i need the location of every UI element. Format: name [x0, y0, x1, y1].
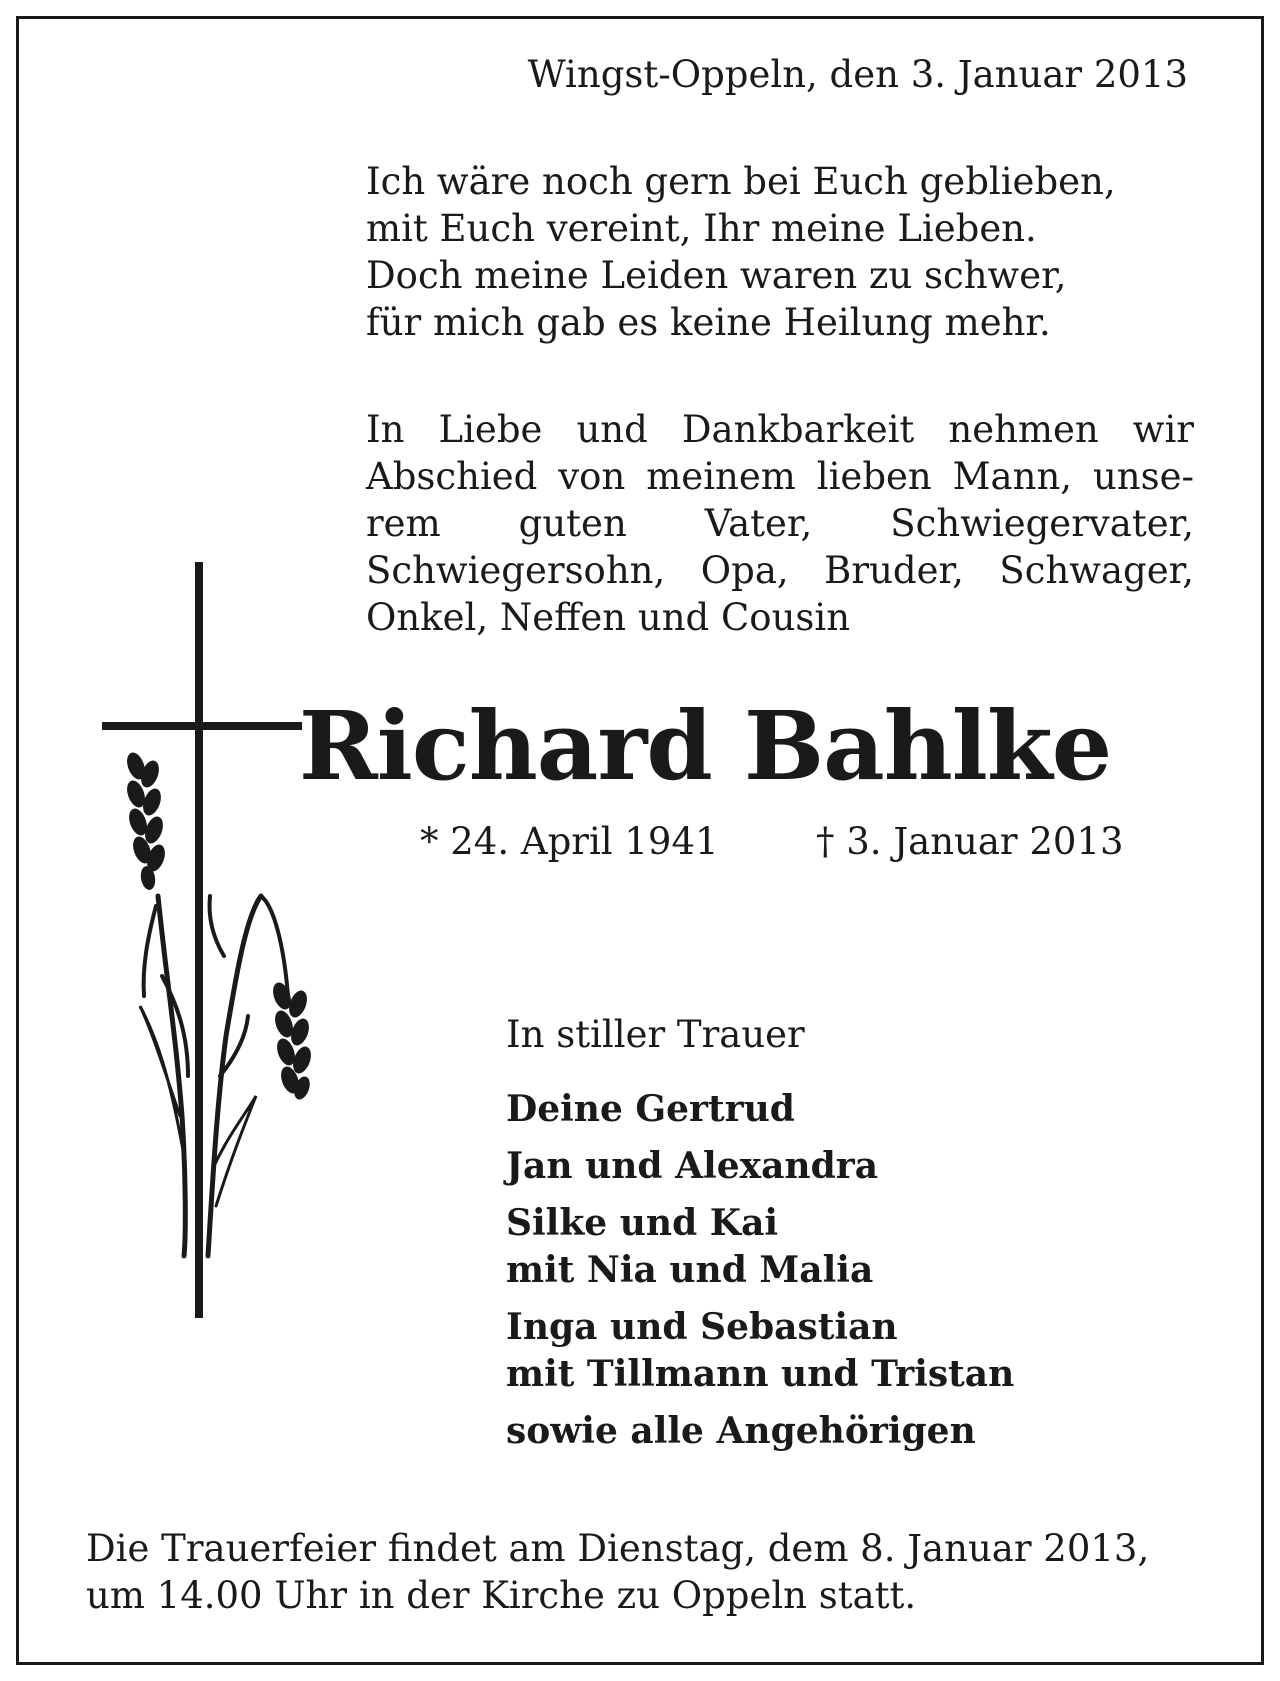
farewell-line: In Liebe und Dankbarkeit nehmen wir: [366, 408, 1194, 451]
deceased-name: Richard Bahlke: [298, 691, 1112, 802]
mourner-entry: [506, 1200, 1014, 1294]
farewell-line: Abschied von meinem lieben Mann, unse-: [366, 455, 1194, 498]
farewell-line: rem guten Vater, Schwiegervater,: [366, 502, 1194, 545]
mourner-line: sowie alle Angehörigen: [506, 1410, 976, 1452]
mourner-entry: [506, 1143, 1014, 1190]
place-and-date: Wingst-Oppeln, den 3. Januar 2013: [527, 53, 1188, 96]
poem-line: Doch meine Leiden waren zu schwer,: [366, 254, 1067, 297]
funeral-info: [86, 1525, 1149, 1619]
funeral-line: um 14.00 Uhr in der Kirche zu Oppeln statt.: [86, 1574, 917, 1617]
mourner-line: Jan und Alexandra: [506, 1145, 879, 1187]
death-date: † 3. Januar 2013: [816, 820, 1124, 863]
mourner-entry: [506, 1304, 1014, 1398]
mourner-line: Deine Gertrud: [506, 1088, 795, 1130]
farewell-text: [366, 406, 1194, 641]
farewell-line: Schwiegersohn, Opa, Bruder, Schwager,: [366, 549, 1194, 592]
poem-line: mit Euch vereint, Ihr meine Lieben.: [366, 207, 1037, 250]
poem-line: Ich wäre noch gern bei Euch geblieben,: [366, 160, 1116, 203]
mourner-line: mit Nia und Malia: [506, 1249, 874, 1291]
cross-with-wheat-icon: [96, 556, 326, 1320]
poem-line: für mich gab es keine Heilung mehr.: [366, 301, 1051, 344]
mourner-line: Silke und Kai: [506, 1202, 779, 1244]
mourners-list: [506, 1086, 1014, 1465]
farewell-line: Onkel, Neffen und Cousin: [366, 596, 851, 639]
mourner-line: Inga und Sebastian: [506, 1306, 898, 1348]
poem: [366, 158, 1194, 346]
mourner-entry: [506, 1086, 1014, 1133]
mourning-label: In stiller Trauer: [506, 1013, 805, 1056]
mourner-line: mit Tillmann und Tristan: [506, 1353, 1015, 1395]
birth-date: * 24. April 1941: [420, 820, 719, 863]
mourner-entry: [506, 1408, 1014, 1455]
funeral-line: Die Trauerfeier findet am Dienstag, dem 8. Januar 2013,: [86, 1527, 1150, 1570]
